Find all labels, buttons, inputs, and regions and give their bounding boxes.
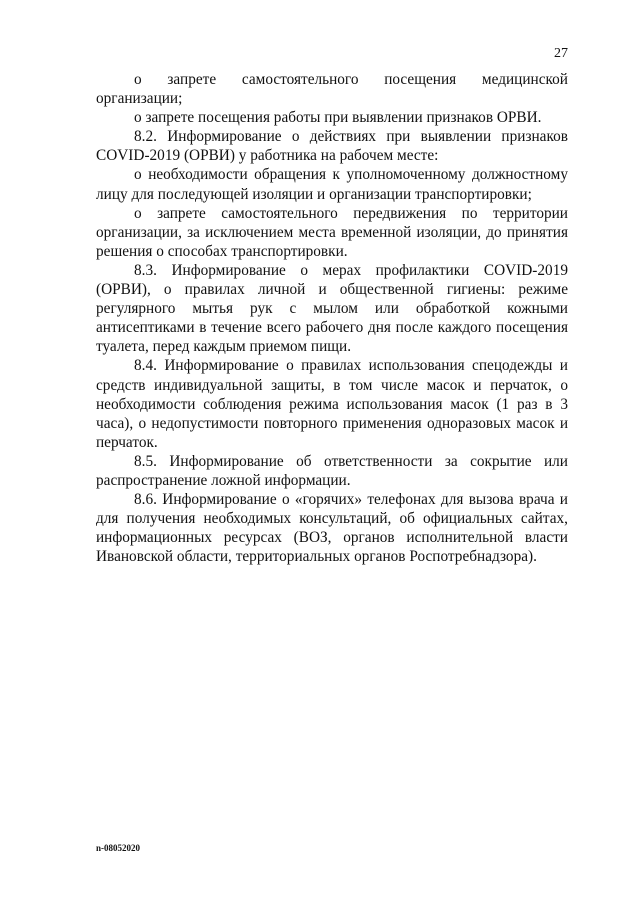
- paragraph-8-6: 8.6. Информирование о «горячих» телефонах для вызова врача и для получения необходимых консультаций, об официальных сайтах, информационных ресурсах (ВОЗ, органов исполнительной власти Ивановской области, территориальных органов Роспотребнадзора).: [96, 491, 568, 566]
- paragraph-8-2: 8.2. Информирование о действиях при выявлении признаков COVID-2019 (ОРВИ) у работника на рабочем месте:: [96, 128, 568, 165]
- footer-code: n-08052020: [96, 843, 141, 853]
- paragraph-work-visit-ban: о запрете посещения работы при выявлении признаков ОРВИ.: [134, 109, 542, 127]
- paragraph-contact-official: о необходимости обращения к уполномоченному должностному лицу для последующей изоляции и организации транспортировки;: [96, 166, 568, 203]
- paragraph-self-visit-ban: о запрете самостоятельного посещения медицинской организации;: [96, 71, 568, 108]
- page-number: 27: [554, 46, 568, 61]
- paragraph-movement-ban: о запрете самостоятельного передвижения по территории организации, за исключением места временной изоляции, до принятия решения о способах транспортировки.: [96, 204, 568, 260]
- paragraph-8-4: 8.4. Информирование о правилах использования спецодежды и средств индивидуальной защиты, в том числе масок и перчаток, о необходимости соблюдения режима использования масок (1 раз в 3 часа), о недопустимости повторного применения одноразовых масок и перчаток.: [96, 357, 568, 451]
- paragraph-8-3: 8.3. Информирование о мерах профилактики COVID-2019 (ОРВИ), о правилах личной и общественной гигиены: режиме регулярного мытья рук с мылом или обработкой кожными антисептиками в течение всего рабочего дня после каждого посещения туалета, перед каждым приемом пищи.: [96, 261, 568, 356]
- paragraph-8-5: 8.5. Информирование об ответственности за сокрытие или распространение ложной информации.: [96, 452, 568, 489]
- document-body: [96, 70, 568, 566]
